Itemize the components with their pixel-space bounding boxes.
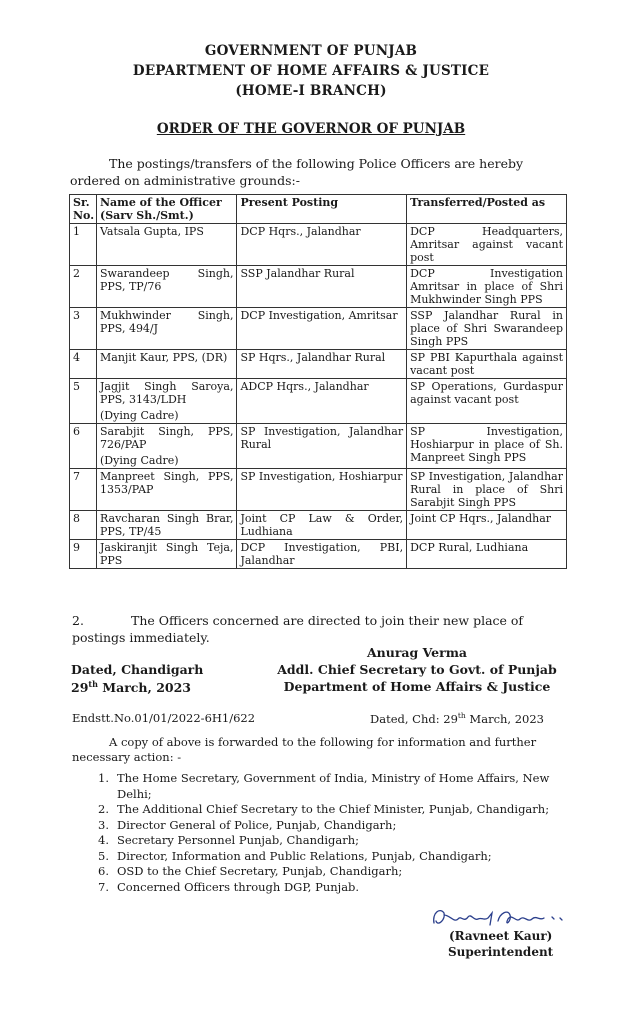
cell-officer-name-text: Manjit Kaur, PPS, (DR) bbox=[100, 351, 228, 364]
list-item bbox=[92, 802, 562, 818]
cell-sr-no-text: 3 bbox=[73, 309, 80, 322]
cell-sr-no bbox=[70, 511, 97, 540]
cell-present-posting-text: SP Investigation, Hoshiarpur bbox=[240, 470, 403, 483]
cell-present-posting bbox=[237, 511, 407, 540]
cell-present-posting bbox=[237, 350, 407, 379]
cell-officer-name bbox=[97, 308, 237, 350]
list-item-number: 4. bbox=[98, 833, 109, 847]
table-row bbox=[70, 511, 567, 540]
cell-officer-name-text: Manpreet Singh, PPS, 1353/PAP bbox=[100, 470, 234, 496]
table-row bbox=[70, 379, 567, 424]
endorsement-number: Endstt.No.01/01/2022-6H1/622 bbox=[72, 711, 256, 725]
cell-transferred bbox=[407, 224, 567, 266]
cell-sr-no-text: 5 bbox=[73, 380, 80, 393]
cell-present-posting bbox=[237, 469, 407, 511]
cell-transferred bbox=[407, 511, 567, 540]
cell-present-posting-text: DCP Hqrs., Jalandhar bbox=[240, 225, 361, 238]
table-row bbox=[70, 469, 567, 511]
cell-transferred-text: SP Operations, Gurdaspur against vacant post bbox=[410, 380, 563, 406]
cell-transferred-text: SSP Jalandhar Rural in place of Shri Swarandeep Singh PPS bbox=[410, 309, 563, 348]
list-item-text: Director, Information and Public Relations, Punjab, Chandigarh; bbox=[117, 848, 492, 863]
cell-present-posting-text: ADCP Hqrs., Jalandhar bbox=[240, 380, 369, 393]
table-row bbox=[70, 266, 567, 308]
header-government: GOVERNMENT OF PUNJAB bbox=[204, 43, 418, 59]
cell-sr-no-text: 4 bbox=[73, 351, 80, 364]
list-item-text: Concerned Officers through DGP, Punjab. bbox=[117, 879, 360, 894]
header-branch: (HOME-I BRANCH) bbox=[235, 83, 387, 99]
cell-officer-name-text: Swarandeep Singh, PPS, TP/76 bbox=[100, 267, 234, 293]
list-item-number: 7. bbox=[98, 879, 109, 894]
cell-transferred bbox=[407, 469, 567, 511]
cell-transferred-text: SP Investigation, Hoshiarpur in place of Sh. Manpreet Singh PPS bbox=[410, 425, 563, 464]
cell-transferred-text: DCP Rural, Ludhiana bbox=[410, 541, 529, 554]
header-present-posting: Present Posting bbox=[237, 195, 407, 224]
cell-officer-name-text: Ravcharan Singh Brar, PPS, TP/45 bbox=[100, 512, 234, 538]
cell-transferred-text: DCP Investigation Amritsar in place of Shri Mukhwinder Singh PPS bbox=[410, 267, 563, 306]
para2-number: 2. bbox=[72, 613, 84, 628]
cell-present-posting bbox=[237, 224, 407, 266]
copy-line-2: necessary action: - bbox=[72, 750, 182, 764]
cell-officer-name bbox=[97, 511, 237, 540]
dated-date: 29th March, 2023 bbox=[71, 679, 191, 696]
cell-officer-name bbox=[97, 379, 237, 424]
list-item-text: Director General of Police, Punjab, Chandigarh; bbox=[117, 817, 397, 832]
signatory-name: Anurag Verma bbox=[366, 645, 468, 660]
table-row bbox=[70, 308, 567, 350]
cell-present-posting bbox=[237, 424, 407, 469]
header-sr-no: Sr. No. bbox=[70, 195, 97, 224]
copy-line-1: A copy of above is forwarded to the following for information and further bbox=[109, 735, 537, 749]
cell-transferred bbox=[407, 308, 567, 350]
signatory-designation: Addl. Chief Secretary to Govt. of Punjab bbox=[277, 662, 557, 677]
cell-transferred-text: SP Investigation, Jalandhar Rural in place of Shri Sarabjit Singh PPS bbox=[410, 470, 563, 509]
cadre-note: (Dying Cadre) bbox=[100, 454, 179, 467]
cell-officer-name-text: Vatsala Gupta, IPS bbox=[100, 225, 204, 238]
list-item bbox=[92, 818, 562, 834]
superintendent-title: Superintendent bbox=[448, 945, 554, 959]
cell-officer-name bbox=[97, 540, 237, 569]
table-row bbox=[70, 224, 567, 266]
cell-officer-name bbox=[97, 224, 237, 266]
cell-sr-no bbox=[70, 469, 97, 511]
list-item-text: OSD to the Chief Secretary, Punjab, Chandigarh; bbox=[117, 864, 403, 878]
cell-sr-no bbox=[70, 266, 97, 308]
cell-sr-no bbox=[70, 224, 97, 266]
cell-transferred bbox=[407, 424, 567, 469]
intro-line-1: The postings/transfers of the following Police Officers are hereby bbox=[109, 156, 524, 171]
list-item-number: 3. bbox=[98, 817, 109, 832]
header-department: DEPARTMENT OF HOME AFFAIRS & JUSTICE bbox=[132, 63, 490, 79]
cell-officer-name-text: Jaskiranjit Singh Teja, PPS bbox=[100, 541, 234, 567]
dated-place: Dated, Chandigarh bbox=[71, 662, 204, 677]
table-row bbox=[70, 424, 567, 469]
cell-officer-name bbox=[97, 469, 237, 511]
list-item-number: 1. bbox=[98, 771, 109, 785]
cell-transferred-text: Joint CP Hqrs., Jalandhar bbox=[410, 512, 552, 525]
cell-present-posting bbox=[237, 540, 407, 569]
cell-present-posting-text: DCP Investigation, Amritsar bbox=[240, 309, 398, 322]
cell-transferred-text: SP PBI Kapurthala against vacant post bbox=[410, 351, 563, 377]
cell-present-posting-text: SSP Jalandhar Rural bbox=[240, 267, 355, 280]
cell-transferred bbox=[407, 379, 567, 424]
para2-line-1: The Officers concerned are directed to join their new place of bbox=[131, 613, 524, 628]
forward-list bbox=[92, 771, 562, 895]
list-item bbox=[92, 880, 562, 896]
cell-sr-no-text: 7 bbox=[73, 470, 80, 483]
list-item bbox=[92, 864, 562, 880]
cell-sr-no bbox=[70, 540, 97, 569]
cell-sr-no-text: 2 bbox=[73, 267, 80, 280]
header-officer-name: Name of the Officer (Sarv Sh./Smt.) bbox=[97, 195, 237, 224]
cell-sr-no bbox=[70, 308, 97, 350]
list-item bbox=[92, 771, 562, 802]
table-header-row bbox=[70, 195, 567, 224]
table-row bbox=[70, 350, 567, 379]
list-item-text: Secretary Personnel Punjab, Chandigarh; bbox=[117, 833, 360, 847]
cell-present-posting-text: DCP Investigation, PBI, Jalandhar bbox=[240, 541, 404, 567]
cell-transferred-text: DCP Headquarters, Amritsar against vacant post bbox=[410, 225, 563, 264]
endorsement-date: Dated, Chd: 29th March, 2023 bbox=[370, 711, 544, 726]
cell-officer-name-text: Jagjit Singh Saroya, PPS, 3143/LDH bbox=[100, 380, 234, 406]
cell-officer-name bbox=[97, 350, 237, 379]
cell-present-posting-text: Joint CP Law & Order, Ludhiana bbox=[240, 512, 404, 538]
cell-sr-no bbox=[70, 424, 97, 469]
table-row bbox=[70, 540, 567, 569]
signatory-department: Department of Home Affairs & Justice bbox=[283, 679, 551, 694]
cell-transferred bbox=[407, 266, 567, 308]
cell-officer-name bbox=[97, 266, 237, 308]
header-transferred: Transferred/Posted as bbox=[407, 195, 567, 224]
list-item-number: 5. bbox=[98, 848, 109, 863]
cell-officer-name-text: Sarabjit Singh, PPS, 726/PAP bbox=[100, 425, 234, 451]
list-item-number: 2. bbox=[98, 802, 109, 816]
para2-line-2: postings immediately. bbox=[72, 630, 210, 645]
cell-present-posting-text: SP Investigation, Jalandhar Rural bbox=[240, 425, 404, 451]
cell-transferred bbox=[407, 540, 567, 569]
cell-transferred bbox=[407, 350, 567, 379]
list-item-number: 6. bbox=[98, 864, 109, 878]
cell-sr-no-text: 8 bbox=[73, 512, 80, 525]
cell-sr-no-text: 6 bbox=[73, 425, 80, 438]
order-title: ORDER OF THE GOVERNOR OF PUNJAB bbox=[156, 121, 466, 137]
list-item-text: The Additional Chief Secretary to the Chief Minister, Punjab, Chandigarh; bbox=[117, 802, 550, 816]
list-item-text: The Home Secretary, Government of India, Ministry of Home Affairs, New Delhi; bbox=[117, 771, 550, 801]
cell-present-posting-text: SP Hqrs., Jalandhar Rural bbox=[240, 351, 386, 364]
cell-sr-no bbox=[70, 379, 97, 424]
cell-officer-name bbox=[97, 424, 237, 469]
postings-table bbox=[69, 194, 567, 569]
cell-sr-no bbox=[70, 350, 97, 379]
cell-sr-no-text: 1 bbox=[73, 225, 80, 238]
cell-present-posting bbox=[237, 379, 407, 424]
cell-sr-no-text: 9 bbox=[73, 541, 80, 554]
list-item bbox=[92, 833, 562, 849]
intro-line-2: ordered on administrative grounds:- bbox=[70, 173, 300, 188]
cell-present-posting bbox=[237, 308, 407, 350]
list-item bbox=[92, 849, 562, 865]
superintendent-name: (Ravneet Kaur) bbox=[449, 929, 553, 943]
cell-present-posting bbox=[237, 266, 407, 308]
cell-officer-name-text: Mukhwinder Singh, PPS, 494/J bbox=[100, 309, 234, 335]
cadre-note: (Dying Cadre) bbox=[100, 409, 179, 422]
